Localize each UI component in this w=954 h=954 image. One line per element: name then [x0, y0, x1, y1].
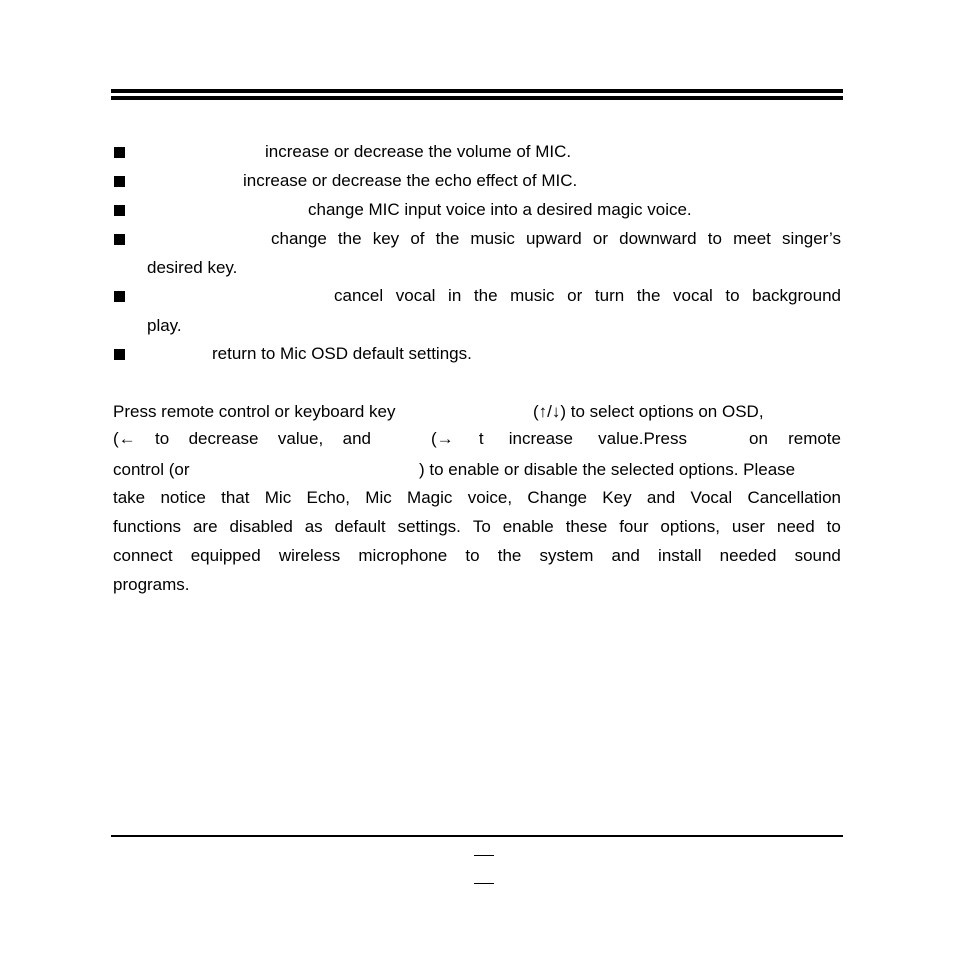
bullet-default-settings: return to Mic OSD default settings. [212, 344, 472, 363]
word: on [749, 429, 768, 448]
word: to [725, 286, 740, 305]
word: the [337, 229, 362, 248]
word: wireless [278, 546, 341, 565]
word: voice, [467, 488, 513, 507]
word: to [707, 229, 722, 248]
word: music [470, 229, 515, 248]
word: as [304, 517, 323, 536]
word: Vocal [690, 488, 733, 507]
bullet-vocal-cancel-line2: play. [147, 316, 182, 335]
word: equipped [190, 546, 261, 565]
word: the [473, 286, 498, 305]
para-line6 [113, 546, 841, 566]
word: vocal [673, 286, 713, 305]
word: the [435, 229, 460, 248]
word: four [619, 517, 649, 536]
word: in [448, 286, 462, 305]
word: user [731, 517, 765, 536]
para-line4 [113, 488, 841, 508]
word: Cancellation [747, 488, 841, 507]
word: vocal [395, 286, 436, 305]
word: remote [788, 429, 841, 448]
word: Mic [264, 488, 292, 507]
bullet-square-icon [114, 176, 125, 187]
para-line3-left: control (or [113, 460, 190, 479]
bullet-square-icon [114, 291, 125, 302]
word: To [472, 517, 491, 536]
para-line2-left [113, 429, 371, 449]
word: Mic [365, 488, 392, 507]
bullet-square-icon [114, 234, 125, 245]
word: microphone [358, 546, 448, 565]
word: functions [113, 517, 182, 536]
word: value, [277, 429, 324, 448]
word: and [646, 488, 676, 507]
para-line5 [113, 517, 841, 537]
word: these [565, 517, 608, 536]
word: meet [733, 229, 771, 248]
bullet-change-key-line1 [271, 229, 841, 249]
word: enable [502, 517, 554, 536]
word: change [271, 229, 327, 248]
word: (→ [431, 429, 454, 448]
footer-rule [111, 835, 843, 837]
word: Magic [407, 488, 453, 507]
word: key [372, 229, 400, 248]
para-line2-middle [431, 429, 687, 449]
word: to [465, 546, 480, 565]
bullet-mic-echo: increase or decrease the echo effect of MIC. [243, 171, 578, 190]
bullet-change-key-line2: desired key. [147, 258, 238, 277]
word: background [752, 286, 841, 305]
word: sound [794, 546, 841, 565]
word: need [776, 517, 815, 536]
word: notice [160, 488, 206, 507]
word: the [636, 286, 661, 305]
word: Key [602, 488, 632, 507]
word: (← [113, 429, 136, 448]
word: options, [660, 517, 720, 536]
word: cancel [334, 286, 384, 305]
header-rule-top [111, 89, 843, 93]
word: to [826, 517, 841, 536]
bullet-square-icon [114, 349, 125, 360]
word: that [221, 488, 250, 507]
word: increase [508, 429, 573, 448]
bullet-square-icon [114, 205, 125, 216]
bullet-square-icon [114, 147, 125, 158]
word: the [497, 546, 522, 565]
word: music [510, 286, 555, 305]
para-line2-right [749, 429, 841, 449]
word: system [539, 546, 594, 565]
word: decrease [188, 429, 259, 448]
word: and [611, 546, 640, 565]
word: and [342, 429, 371, 448]
word: Change [527, 488, 587, 507]
para-line3-right: ) to enable or disable the selected options. Please [419, 460, 796, 479]
word: value.Press [598, 429, 687, 448]
para-line1-right: (↑/↓) to select options on OSD, [533, 402, 764, 421]
word: of [410, 229, 425, 248]
word: needed [719, 546, 777, 565]
word: install [658, 546, 702, 565]
para-line7: programs. [113, 575, 190, 594]
word: or [567, 286, 583, 305]
para-line1-left: Press remote control or keyboard key [113, 402, 396, 421]
word: to [155, 429, 170, 448]
word: turn [594, 286, 625, 305]
word: connect [113, 546, 173, 565]
word: disabled [229, 517, 293, 536]
bullet-mic-volume: increase or decrease the volume of MIC. [265, 142, 572, 161]
word: singer’s [782, 229, 841, 248]
word: upward [525, 229, 582, 248]
page-number-underline [474, 883, 494, 884]
word: are [192, 517, 218, 536]
word: t [478, 429, 484, 448]
word: Echo, [306, 488, 350, 507]
page-number-underline [474, 855, 494, 856]
bullet-vocal-cancel-line1 [334, 286, 841, 306]
word: default [334, 517, 386, 536]
bullet-mic-magic-voice: change MIC input voice into a desired magic voice. [308, 200, 692, 219]
word: or [592, 229, 608, 248]
header-rule-bottom [111, 96, 843, 100]
word: settings. [397, 517, 461, 536]
word: downward [619, 229, 697, 248]
word: take [113, 488, 146, 507]
